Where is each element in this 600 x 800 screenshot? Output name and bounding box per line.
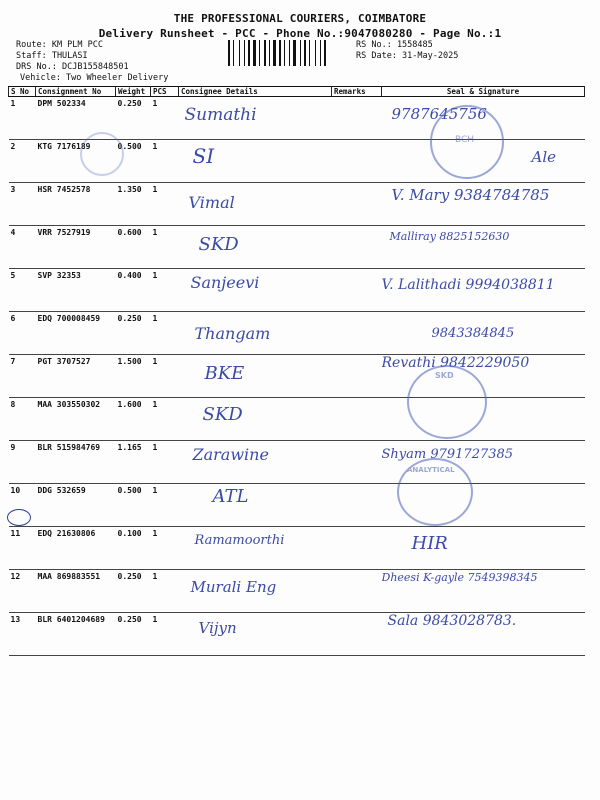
barcode-bar bbox=[228, 40, 230, 66]
table-row bbox=[9, 613, 585, 656]
cell-consignment: MAA 869883551 bbox=[36, 570, 116, 613]
cell-pcs: 1 bbox=[151, 183, 179, 226]
cell-consignee bbox=[179, 484, 332, 527]
cell-sno: 5 bbox=[9, 269, 36, 312]
barcode-bar bbox=[239, 40, 240, 66]
barcode-bar bbox=[279, 40, 281, 66]
cell-weight: 1.165 bbox=[116, 441, 151, 484]
skd-seal-stamp: SKD bbox=[407, 365, 487, 439]
barcode-bar bbox=[282, 40, 283, 66]
barcode-bar bbox=[324, 40, 326, 66]
barcode-bar bbox=[241, 40, 243, 66]
cell-sno: 4 bbox=[9, 226, 36, 269]
cell-consignee bbox=[179, 355, 332, 398]
consignee-handwriting: Ramamoorthi bbox=[194, 533, 285, 548]
cell-consignee bbox=[179, 269, 332, 312]
barcode-bar bbox=[261, 40, 263, 66]
barcode-bar bbox=[293, 40, 296, 66]
cell-remarks bbox=[332, 97, 382, 140]
consignee-handwriting: Sumathi bbox=[184, 105, 257, 125]
signature-handwriting: Shyam 9791727385 bbox=[381, 447, 514, 462]
cell-signature bbox=[382, 527, 585, 570]
cell-consignment: BLR 515984769 bbox=[36, 441, 116, 484]
cell-consignee bbox=[179, 570, 332, 613]
barcode-bar bbox=[248, 40, 250, 66]
signature-handwriting: Malliray 8825152630 bbox=[389, 230, 510, 243]
table-header-row bbox=[9, 87, 585, 97]
table-row bbox=[9, 269, 585, 312]
runsheet-title: THE PROFESSIONAL COURIERS, COIMBATORE bbox=[173, 12, 427, 25]
col-weight: Weight bbox=[116, 87, 151, 97]
cell-weight: 0.500 bbox=[116, 140, 151, 183]
barcode-bar bbox=[235, 40, 238, 66]
cell-consignee bbox=[179, 97, 332, 140]
bch-seal-stamp: BCH bbox=[430, 105, 504, 179]
signature-handwriting: Sala 9843028783. bbox=[387, 613, 517, 629]
cell-sno: 9 bbox=[9, 441, 36, 484]
cell-weight: 0.600 bbox=[116, 226, 151, 269]
barcode-bar bbox=[233, 40, 234, 66]
cell-consignment: KTG 7176189 bbox=[36, 140, 116, 183]
cell-sno: 8 bbox=[9, 398, 36, 441]
consignee-handwriting: SI bbox=[192, 144, 215, 168]
signature-handwriting: Dheesi K-gayle 7549398345 bbox=[381, 571, 538, 584]
cell-pcs: 1 bbox=[151, 355, 179, 398]
cell-pcs: 1 bbox=[151, 613, 179, 656]
signature-handwriting: HIR bbox=[411, 533, 448, 554]
barcode-bar bbox=[300, 40, 301, 66]
cell-remarks bbox=[332, 312, 382, 355]
cell-weight: 1.350 bbox=[116, 183, 151, 226]
cell-remarks bbox=[332, 183, 382, 226]
cell-weight: 0.400 bbox=[116, 269, 151, 312]
cell-weight: 0.100 bbox=[116, 527, 151, 570]
table-row bbox=[9, 527, 585, 570]
cell-pcs: 1 bbox=[151, 97, 179, 140]
col-remarks: Remarks bbox=[332, 87, 382, 97]
cell-consignment: HSR 7452578 bbox=[36, 183, 116, 226]
cell-consignment: EDQ 21630806 bbox=[36, 527, 116, 570]
cell-pcs: 1 bbox=[151, 484, 179, 527]
cell-pcs: 1 bbox=[151, 398, 179, 441]
cell-sno: 3 bbox=[9, 183, 36, 226]
cell-consignment: DDG 532659 bbox=[36, 484, 116, 527]
drs-number: DRS No.: DCJB155848501 bbox=[16, 62, 129, 72]
barcode-bar bbox=[322, 40, 323, 66]
barcode-bar bbox=[286, 40, 288, 66]
barcode-bar bbox=[302, 40, 303, 66]
cell-sno: 1 bbox=[9, 97, 36, 140]
cell-consignee bbox=[179, 398, 332, 441]
signature-handwriting: 9843384845 bbox=[431, 326, 515, 341]
cell-consignment: MAA 303550302 bbox=[36, 398, 116, 441]
barcode-bar bbox=[257, 40, 258, 66]
barcode-bar bbox=[327, 40, 328, 66]
signature-handwriting: 9787645756 bbox=[391, 105, 487, 123]
rs-date: RS Date: 31-May-2025 bbox=[356, 51, 459, 61]
cell-signature bbox=[382, 613, 585, 656]
cell-sno: 6 bbox=[9, 312, 36, 355]
barcode-bar bbox=[251, 40, 252, 66]
cell-pcs: 1 bbox=[151, 140, 179, 183]
signature-handwriting: V. Mary 9384784785 bbox=[391, 186, 550, 204]
cell-pcs: 1 bbox=[151, 269, 179, 312]
table-row bbox=[9, 183, 585, 226]
analytical-seal-stamp: ANALYTICAL bbox=[397, 458, 473, 526]
cell-weight: 0.500 bbox=[116, 484, 151, 527]
consignee-handwriting: SKD bbox=[202, 404, 243, 425]
table-row bbox=[9, 226, 585, 269]
barcode-bar bbox=[259, 40, 260, 66]
table-row bbox=[9, 398, 585, 441]
barcode-bar bbox=[311, 40, 314, 66]
cell-signature bbox=[382, 226, 585, 269]
cell-remarks bbox=[332, 140, 382, 183]
barcode-bar bbox=[271, 40, 272, 66]
cell-sno: 12 bbox=[9, 570, 36, 613]
signature-handwriting: Ale bbox=[531, 148, 557, 166]
cell-consignment: DPM 502334 bbox=[36, 97, 116, 140]
consignee-handwriting: Thangam bbox=[194, 324, 271, 343]
table-row bbox=[9, 355, 585, 398]
signature-handwriting: V. Lalithadi 9994038811 bbox=[381, 277, 555, 293]
cell-pcs: 1 bbox=[151, 570, 179, 613]
barcode-bar bbox=[309, 40, 310, 66]
table-row bbox=[9, 484, 585, 527]
cell-remarks bbox=[332, 226, 382, 269]
cell-remarks bbox=[332, 355, 382, 398]
cell-sno: 11 bbox=[9, 527, 36, 570]
consignee-handwriting: Murali Eng bbox=[190, 578, 277, 596]
cell-weight: 0.250 bbox=[116, 613, 151, 656]
consignee-handwriting: Sanjeevi bbox=[190, 273, 260, 292]
col-consignee: Consignee Details bbox=[179, 87, 332, 97]
barcode-bar bbox=[307, 40, 308, 66]
cell-signature bbox=[382, 570, 585, 613]
table-row bbox=[9, 570, 585, 613]
cell-consignment: PGT 3707527 bbox=[36, 355, 116, 398]
cell-consignment: VRR 7527919 bbox=[36, 226, 116, 269]
cell-remarks bbox=[332, 441, 382, 484]
barcode-bar bbox=[267, 40, 268, 66]
table-row bbox=[9, 312, 585, 355]
barcode-bar bbox=[320, 40, 321, 66]
faint-seal-stamp bbox=[80, 132, 124, 176]
consignee-handwriting: BKE bbox=[204, 363, 245, 384]
cell-remarks bbox=[332, 527, 382, 570]
cell-consignment: EDQ 700008459 bbox=[36, 312, 116, 355]
table-row bbox=[9, 441, 585, 484]
cell-consignee bbox=[179, 441, 332, 484]
cell-sno: 13 bbox=[9, 613, 36, 656]
consignee-handwriting: SKD bbox=[198, 234, 239, 255]
cell-sno: 7 bbox=[9, 355, 36, 398]
barcode-bar bbox=[244, 40, 245, 66]
cell-weight: 0.250 bbox=[116, 97, 151, 140]
barcode-image bbox=[228, 40, 344, 66]
cell-weight: 0.250 bbox=[116, 312, 151, 355]
cell-consignee bbox=[179, 312, 332, 355]
cell-pcs: 1 bbox=[151, 312, 179, 355]
consignee-handwriting: Vijyn bbox=[198, 619, 237, 637]
cell-consignee bbox=[179, 527, 332, 570]
barcode-bar bbox=[284, 40, 285, 66]
staff-label: Staff: THULASI bbox=[16, 51, 88, 61]
cell-consignee bbox=[179, 140, 332, 183]
cell-consignee bbox=[179, 183, 332, 226]
rs-number: RS No.: 1558485 bbox=[356, 40, 433, 50]
barcode-bar bbox=[289, 40, 290, 66]
cell-pcs: 1 bbox=[151, 527, 179, 570]
barcode-bar bbox=[231, 40, 232, 66]
cell-weight: 0.250 bbox=[116, 570, 151, 613]
barcode-bar bbox=[269, 40, 270, 66]
col-signature: Seal & Signature bbox=[382, 87, 585, 97]
cell-remarks bbox=[332, 613, 382, 656]
consignee-handwriting: Zarawine bbox=[192, 445, 269, 464]
cell-pcs: 1 bbox=[151, 441, 179, 484]
cell-consignment: BLR 6401204689 bbox=[36, 613, 116, 656]
signature-handwriting: Revathi 9842229050 bbox=[381, 355, 530, 371]
barcode-bar bbox=[291, 40, 292, 66]
barcode-bar bbox=[317, 40, 319, 66]
consignee-handwriting: Vimal bbox=[188, 193, 235, 212]
runsheet-subtitle: Delivery Runsheet - PCC - Phone No.:9047080280 - Page No.:1 bbox=[98, 27, 502, 40]
cell-weight: 1.500 bbox=[116, 355, 151, 398]
barcode-bar bbox=[315, 40, 316, 66]
col-sno: S No bbox=[9, 87, 36, 97]
col-consignment: Consignment No bbox=[36, 87, 116, 97]
cell-remarks bbox=[332, 484, 382, 527]
col-pcs: PCS bbox=[151, 87, 179, 97]
consignee-handwriting: ATL bbox=[212, 486, 249, 507]
cell-signature bbox=[382, 269, 585, 312]
barcode-bar bbox=[277, 40, 278, 66]
barcode-bar bbox=[304, 40, 306, 66]
cell-consignee bbox=[179, 226, 332, 269]
cell-weight: 1.600 bbox=[116, 398, 151, 441]
cell-remarks bbox=[332, 398, 382, 441]
cell-pcs: 1 bbox=[151, 226, 179, 269]
cell-consignee bbox=[179, 613, 332, 656]
cell-signature bbox=[382, 312, 585, 355]
cell-sno: 2 bbox=[9, 140, 36, 183]
barcode-bar bbox=[264, 40, 266, 66]
barcode-bar bbox=[273, 40, 276, 66]
barcode-bar bbox=[246, 40, 247, 66]
barcode-bar bbox=[297, 40, 299, 66]
row-11-circle-mark bbox=[7, 509, 31, 526]
cell-remarks bbox=[332, 570, 382, 613]
cell-signature bbox=[382, 183, 585, 226]
cell-remarks bbox=[332, 269, 382, 312]
cell-sno: 10 bbox=[9, 484, 36, 527]
barcode-bar bbox=[253, 40, 256, 66]
cell-consignment: SVP 32353 bbox=[36, 269, 116, 312]
route-label: Route: KM PLM PCC bbox=[16, 40, 103, 50]
vehicle-label: Vehicle: Two Wheeler Delivery bbox=[20, 73, 169, 83]
